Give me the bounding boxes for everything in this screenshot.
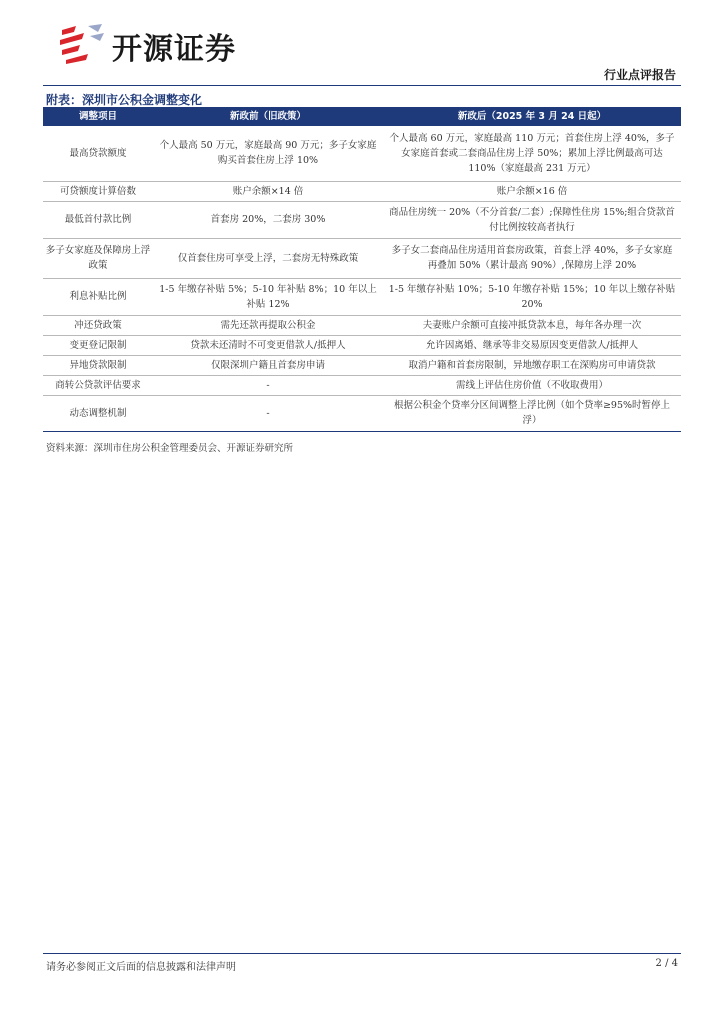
page-number: 2 / 4 — [655, 958, 678, 969]
cell-old-policy: 首套房 20%，二套房 30% — [153, 201, 383, 238]
cell-item: 异地贷款限制 — [43, 355, 153, 375]
policy-comparison-table — [43, 107, 681, 432]
cell-new-policy: 个人最高 60 万元，家庭最高 110 万元；首套住房上浮 40%，多子女家庭首套或二套商品住房上浮 50%；累加上浮比例最高可达 110%（家庭最高 231 万元） — [383, 126, 681, 181]
cell-item: 冲还贷政策 — [43, 315, 153, 335]
report-type-label: 行业点评报告 — [603, 68, 676, 82]
table-row — [43, 238, 681, 278]
cell-old-policy: 贷款未还清时不可变更借款人/抵押人 — [153, 335, 383, 355]
cell-old-policy: 需先还款再提取公积金 — [153, 315, 383, 335]
logo-mark-icon — [58, 22, 106, 66]
cell-old-policy: 1-5 年缴存补贴 5%；5-10 年补贴 8%；10 年以上补贴 12% — [153, 278, 383, 315]
cell-item: 最低首付款比例 — [43, 201, 153, 238]
table-title: 附表：深圳市公积金调整变化 — [46, 93, 203, 107]
table-row — [43, 355, 681, 375]
brand-name: 开源证券 — [112, 32, 236, 67]
table-row — [43, 201, 681, 238]
cell-new-policy: 允许因离婚、继承等非交易原因变更借款人/抵押人 — [383, 335, 681, 355]
table-row — [43, 126, 681, 181]
table-row — [43, 315, 681, 335]
cell-item: 动态调整机制 — [43, 395, 153, 431]
table-row — [43, 335, 681, 355]
cell-item: 商转公贷款评估要求 — [43, 375, 153, 395]
cell-old-policy: - — [153, 395, 383, 431]
data-source-note: 资料来源：深圳市住房公积金管理委员会、开源证券研究所 — [46, 443, 294, 454]
cell-new-policy: 夫妻账户余额可直接冲抵贷款本息，每年各办理一次 — [383, 315, 681, 335]
cell-old-policy: 仅首套住房可享受上浮，二套房无特殊政策 — [153, 238, 383, 278]
cell-new-policy: 根据公积金个贷率分区间调整上浮比例（如个贷率≥95%时暂停上浮） — [383, 395, 681, 431]
cell-old-policy: 仅限深圳户籍且首套房申请 — [153, 355, 383, 375]
cell-new-policy: 1-5 年缴存补贴 10%；5-10 年缴存补贴 15%；10 年以上缴存补贴 20% — [383, 278, 681, 315]
cell-item: 多子女家庭及保障房上浮政策 — [43, 238, 153, 278]
column-header-item: 调整项目 — [43, 107, 153, 126]
table-row — [43, 278, 681, 315]
cell-new-policy: 多子女二套商品住房适用首套房政策，首套上浮 40%，多子女家庭再叠加 50%（累计最高 90%）,保障房上浮 20% — [383, 238, 681, 278]
table-header-row — [43, 107, 681, 126]
cell-new-policy: 取消户籍和首套房限制，异地缴存职工在深购房可申请贷款 — [383, 355, 681, 375]
disclaimer-text: 请务必参阅正文后面的信息披露和法律声明 — [46, 962, 236, 973]
column-header-new-policy: 新政后（2025 年 3 月 24 日起） — [383, 107, 681, 126]
footer-divider — [43, 953, 681, 954]
column-header-old-policy: 新政前（旧政策） — [153, 107, 383, 126]
cell-new-policy: 账户余额×16 倍 — [383, 181, 681, 201]
cell-item: 变更登记限制 — [43, 335, 153, 355]
cell-item: 最高贷款额度 — [43, 126, 153, 181]
company-logo — [58, 22, 278, 66]
table-row — [43, 181, 681, 201]
cell-item: 利息补贴比例 — [43, 278, 153, 315]
cell-old-policy: 账户余额×14 倍 — [153, 181, 383, 201]
table-row — [43, 395, 681, 431]
cell-old-policy: - — [153, 375, 383, 395]
cell-new-policy: 商品住房统一 20%（不分首套/二套）;保障性住房 15%;组合贷款首付比例按较高者执行 — [383, 201, 681, 238]
cell-new-policy: 需线上评估住房价值（不收取费用） — [383, 375, 681, 395]
header-divider — [43, 85, 681, 86]
table-row — [43, 375, 681, 395]
cell-item: 可贷额度计算倍数 — [43, 181, 153, 201]
cell-old-policy: 个人最高 50 万元，家庭最高 90 万元；多子女家庭购买首套住房上浮 10% — [153, 126, 383, 181]
